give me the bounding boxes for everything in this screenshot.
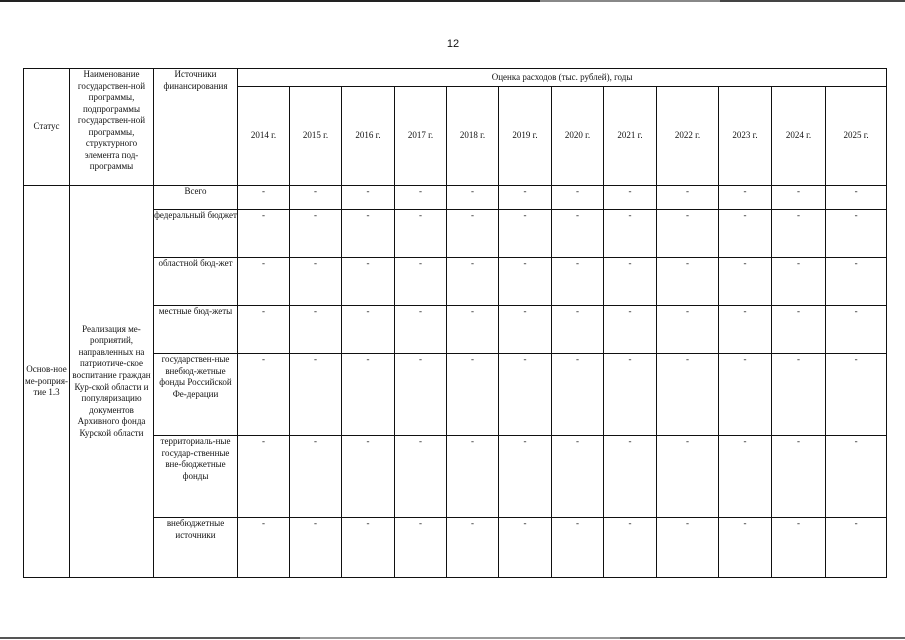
table-row <box>24 186 887 210</box>
value-cell: - <box>657 518 719 578</box>
funding-source-cell: местные бюд-жеты <box>154 306 238 354</box>
year-header: 2016 г. <box>342 87 395 186</box>
scan-bottom-edge <box>0 637 905 639</box>
value-cell: - <box>290 306 342 354</box>
value-cell: - <box>604 306 657 354</box>
funding-source-cell: внебюджетные источники <box>154 518 238 578</box>
value-cell: - <box>552 436 604 518</box>
year-header: 2015 г. <box>290 87 342 186</box>
value-cell: - <box>552 258 604 306</box>
table-row <box>24 306 887 354</box>
funding-source-cell: федеральный бюджет <box>154 210 238 258</box>
value-cell: - <box>826 436 887 518</box>
value-cell: - <box>719 518 772 578</box>
value-cell: - <box>342 354 395 436</box>
value-cell: - <box>604 436 657 518</box>
value-cell: - <box>772 518 826 578</box>
budget-table <box>23 68 887 578</box>
value-cell: - <box>290 354 342 436</box>
value-cell: - <box>342 436 395 518</box>
value-cell: - <box>657 354 719 436</box>
name-header: Наименование государствен-ной программы, подпрограммы государствен-ной программы, структурного элемента под-программы <box>70 69 154 186</box>
value-cell: - <box>826 518 887 578</box>
value-cell: - <box>657 186 719 210</box>
value-cell: - <box>238 436 290 518</box>
funding-source-header: Источники финансирования <box>154 69 238 186</box>
value-cell: - <box>238 258 290 306</box>
year-header: 2022 г. <box>657 87 719 186</box>
year-header: 2024 г. <box>772 87 826 186</box>
value-cell: - <box>290 518 342 578</box>
value-cell: - <box>447 354 499 436</box>
year-header: 2025 г. <box>826 87 887 186</box>
value-cell: - <box>826 354 887 436</box>
value-cell: - <box>552 210 604 258</box>
budget-table-body <box>24 186 887 578</box>
value-cell: - <box>238 518 290 578</box>
year-header: 2020 г. <box>552 87 604 186</box>
value-cell: - <box>499 210 552 258</box>
value-cell: - <box>772 258 826 306</box>
value-cell: - <box>447 258 499 306</box>
value-cell: - <box>772 436 826 518</box>
value-cell: - <box>395 186 447 210</box>
value-cell: - <box>447 518 499 578</box>
value-cell: - <box>772 306 826 354</box>
value-cell: - <box>447 186 499 210</box>
value-cell: - <box>290 210 342 258</box>
value-cell: - <box>604 258 657 306</box>
funding-source-cell: областной бюд-жет <box>154 258 238 306</box>
table-row <box>24 258 887 306</box>
value-cell: - <box>342 186 395 210</box>
value-cell: - <box>719 186 772 210</box>
value-cell: - <box>772 354 826 436</box>
year-header: 2019 г. <box>499 87 552 186</box>
value-cell: - <box>395 436 447 518</box>
value-cell: - <box>499 186 552 210</box>
value-cell: - <box>826 258 887 306</box>
funding-source-cell: Всего <box>154 186 238 210</box>
value-cell: - <box>719 210 772 258</box>
header-row-top <box>24 69 887 87</box>
value-cell: - <box>395 306 447 354</box>
value-cell: - <box>290 186 342 210</box>
value-cell: - <box>395 210 447 258</box>
value-cell: - <box>657 436 719 518</box>
value-cell: - <box>238 186 290 210</box>
year-header: 2018 г. <box>447 87 499 186</box>
value-cell: - <box>719 306 772 354</box>
value-cell: - <box>772 210 826 258</box>
value-cell: - <box>719 436 772 518</box>
year-header: 2021 г. <box>604 87 657 186</box>
value-cell: - <box>604 518 657 578</box>
table-row <box>24 210 887 258</box>
table-row <box>24 354 887 436</box>
value-cell: - <box>447 306 499 354</box>
value-cell: - <box>657 306 719 354</box>
value-cell: - <box>342 258 395 306</box>
value-cell: - <box>552 518 604 578</box>
status-header: Статус <box>24 69 70 186</box>
value-cell: - <box>499 518 552 578</box>
value-cell: - <box>657 258 719 306</box>
table-row <box>24 518 887 578</box>
value-cell: - <box>552 354 604 436</box>
year-header: 2017 г. <box>395 87 447 186</box>
scan-top-edge <box>0 0 905 2</box>
value-cell: - <box>342 306 395 354</box>
status-cell: Основ-ное ме-роприя-тие 1.3 <box>24 186 70 578</box>
funding-source-cell: территориаль-ные государ-ственные вне-бюджетные фонды <box>154 436 238 518</box>
value-cell: - <box>238 306 290 354</box>
value-cell: - <box>342 210 395 258</box>
value-cell: - <box>238 210 290 258</box>
value-cell: - <box>499 306 552 354</box>
value-cell: - <box>826 306 887 354</box>
year-header: 2023 г. <box>719 87 772 186</box>
value-cell: - <box>552 306 604 354</box>
table-row <box>24 436 887 518</box>
value-cell: - <box>395 354 447 436</box>
value-cell: - <box>238 354 290 436</box>
value-cell: - <box>657 210 719 258</box>
value-cell: - <box>719 354 772 436</box>
funding-source-cell: государствен-ные внебюд-жетные фонды Российской Фе-дерации <box>154 354 238 436</box>
expense-estimate-header: Оценка расходов (тыс. рублей), годы <box>238 69 887 87</box>
value-cell: - <box>447 436 499 518</box>
value-cell: - <box>826 210 887 258</box>
value-cell: - <box>395 518 447 578</box>
value-cell: - <box>499 436 552 518</box>
value-cell: - <box>290 436 342 518</box>
value-cell: - <box>604 354 657 436</box>
page-number: 12 <box>446 38 460 50</box>
value-cell: - <box>604 186 657 210</box>
value-cell: - <box>499 354 552 436</box>
value-cell: - <box>772 186 826 210</box>
value-cell: - <box>395 258 447 306</box>
value-cell: - <box>342 518 395 578</box>
year-header: 2014 г. <box>238 87 290 186</box>
value-cell: - <box>447 210 499 258</box>
value-cell: - <box>604 210 657 258</box>
value-cell: - <box>719 258 772 306</box>
activity-name-cell: Реализация ме-роприятий, направленных на патриотиче-ское воспитание граждан Кур-ской области и популяризацию документов Архивного фонда Курской области <box>70 186 154 578</box>
value-cell: - <box>552 186 604 210</box>
value-cell: - <box>290 258 342 306</box>
value-cell: - <box>499 258 552 306</box>
value-cell: - <box>826 186 887 210</box>
